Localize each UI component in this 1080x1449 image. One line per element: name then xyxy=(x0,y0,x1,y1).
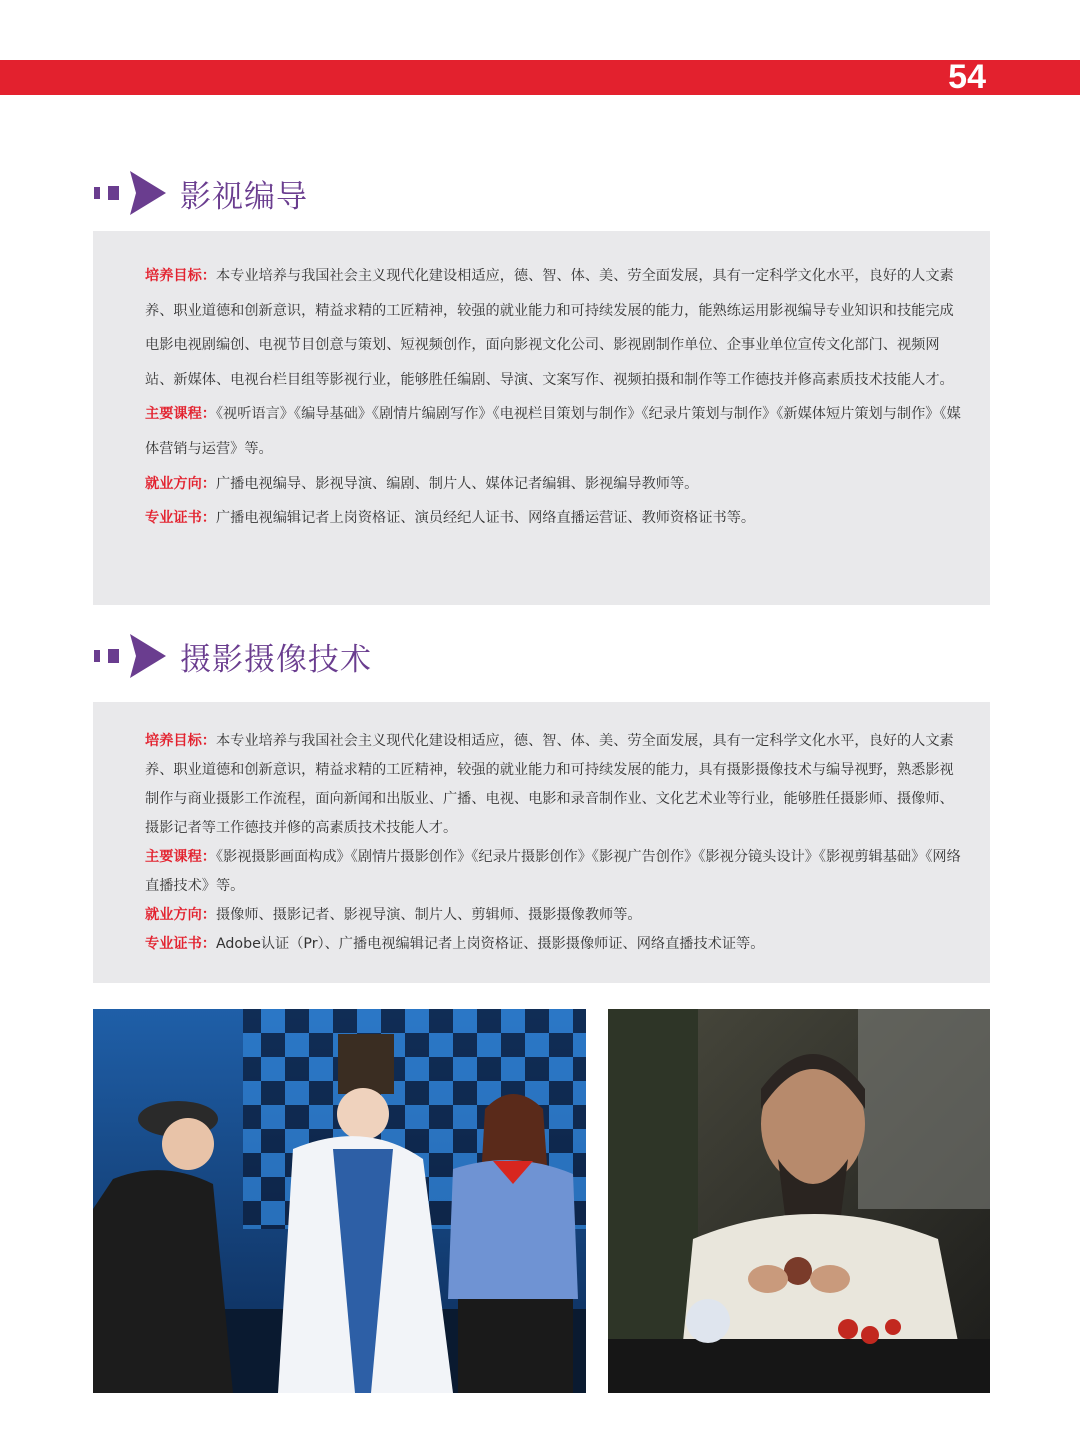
course-text: 《视听语言》《编导基础》《剧情片编剧写作》《电视栏目策划与制作》《纪录片策划与制作》《新媒体短片策划与制作》《媒体营销与运营》等。 xyxy=(145,406,961,457)
cert-paragraph xyxy=(145,930,964,959)
goal-paragraph xyxy=(145,727,964,843)
arrow-marker-icon xyxy=(94,171,166,215)
career-label: 就业方向： xyxy=(145,907,216,923)
header-band xyxy=(0,60,1080,95)
cert-paragraph xyxy=(145,501,964,536)
section-box-directing xyxy=(93,231,990,605)
film-set-actor-photo xyxy=(608,1009,990,1393)
course-label: 主要课程： xyxy=(145,406,216,423)
course-paragraph xyxy=(145,397,964,466)
goal-label: 培养目标： xyxy=(145,268,216,284)
career-paragraph xyxy=(145,901,964,930)
cert-text: Adobe认证（Pr）、广播电视编辑记者上岗资格证、摄影摄像师证、网络直播技术证等。 xyxy=(215,936,765,952)
course-label: 主要课程： xyxy=(145,849,216,865)
goal-label: 培养目标： xyxy=(145,733,216,749)
goal-text: 本专业培养与我国社会主义现代化建设相适应，德、智、体、美、劳全面发展，具有一定科学文化水平，良好的人文素养、职业道德和创新意识，精益求精的工匠精神，较强的就业能力和可持续发展的能力，能熟练运用影视编导专业知识和技能完成电影电视剧编创、电视节目创意与策划、短视频创作，面向影视文化公司、影视剧制作单位、企事业单位宣传文化部门、视频网站、新媒体、电视台栏目组等影视行业，能够胜任编剧、导演、文案写作、视频拍摄和制作等工作德技并修高素质技术技能人才。 xyxy=(145,268,954,388)
course-text: 《影视摄影画面构成》《剧情片摄影创作》《纪录片摄影创作》《影视广告创作》《影视分镜头设计》《影视剪辑基础》《网络直播技术》等。 xyxy=(145,849,961,894)
stage-performance-photo xyxy=(93,1009,586,1393)
career-text: 广播电视编导、影视导演、编剧、制片人、媒体记者编辑、影视编导教师等。 xyxy=(215,475,699,492)
cert-text: 广播电视编辑记者上岗资格证、演员经纪人证书、网络直播运营证、教师资格证书等。 xyxy=(215,510,756,527)
arrow-marker-icon xyxy=(94,634,166,678)
cert-label: 专业证书： xyxy=(145,936,216,952)
career-paragraph xyxy=(145,467,964,502)
section-box-photography xyxy=(93,702,990,983)
goal-text: 本专业培养与我国社会主义现代化建设相适应，德、智、体、美、劳全面发展，具有一定科学文化水平，良好的人文素养、职业道德和创新意识，精益求精的工匠精神，较强的就业能力和可持续发展的能力，具有摄影摄像技术与编导视野，熟悉影视制作与商业摄影工作流程，面向新闻和出版业、广播、电视、电影和录音制作业、文化艺术业等行业，能够胜任摄影师、摄像师、摄影记者等工作德技并修的高素质技术技能人才。 xyxy=(145,733,954,836)
page-number: 54 xyxy=(948,58,986,96)
career-label: 就业方向： xyxy=(145,475,216,492)
section-title: 影视编导 xyxy=(180,178,308,215)
section-header-photography xyxy=(94,634,372,678)
course-paragraph xyxy=(145,843,964,901)
section-header-directing xyxy=(94,171,308,215)
career-text: 摄像师、摄影记者、影视导演、制片人、剪辑师、摄影摄像教师等。 xyxy=(215,907,642,923)
cert-label: 专业证书： xyxy=(145,510,216,527)
goal-paragraph xyxy=(145,259,964,397)
section-title: 摄影摄像技术 xyxy=(180,641,372,678)
